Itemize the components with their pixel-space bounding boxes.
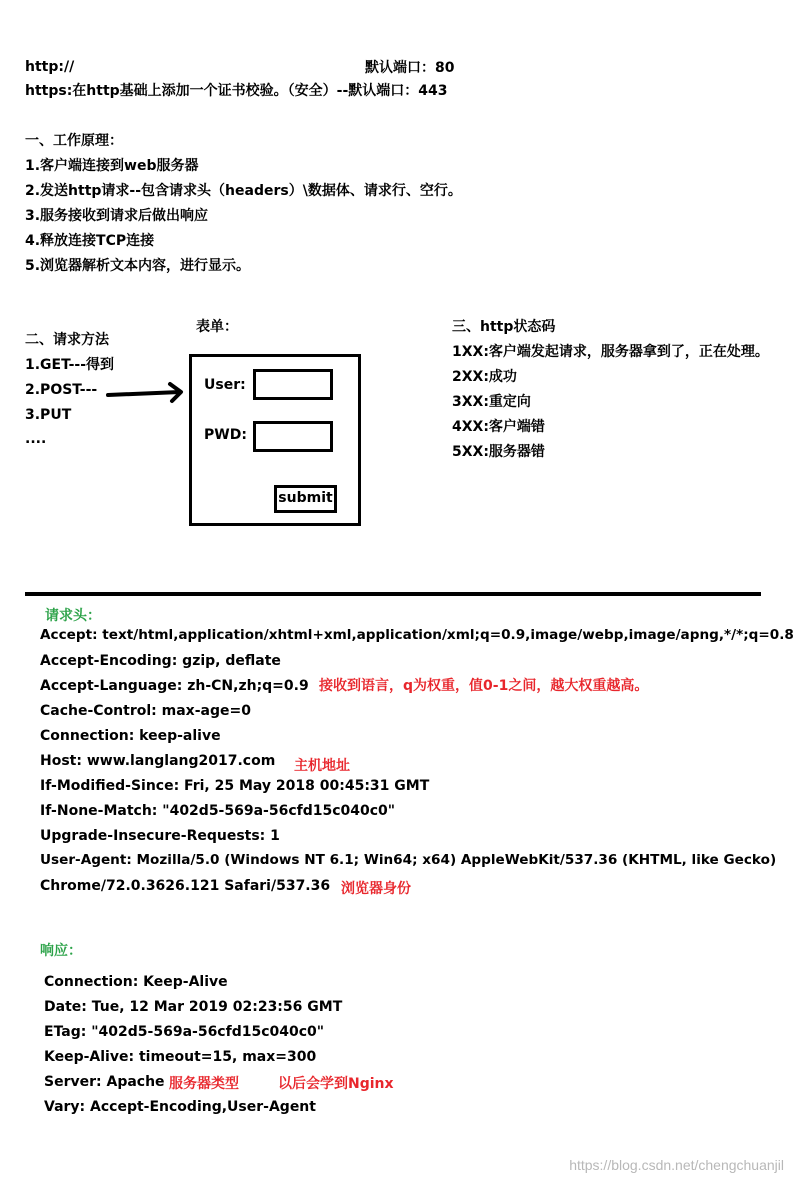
header-line: User-Agent: Mozilla/5.0 (Windows NT 6.1; Win64; x64) AppleWebKit/537.36 (KHTML, like Gecko)	[40, 852, 777, 868]
form-title: 表单：	[196, 319, 238, 335]
user-label: User:	[204, 377, 246, 393]
principle-item: 1.客户端连接到web服务器	[25, 158, 199, 174]
header-line: Host: www.langlang2017.com	[40, 753, 276, 769]
status-title: 三、http状态码	[452, 319, 556, 335]
response-title: 响应：	[40, 943, 82, 959]
note-server: 服务器类型	[169, 1076, 239, 1092]
note-language: 接收到语言，q为权重，值0-1之间，越大权重越高。	[319, 678, 649, 694]
header-line: Accept-Encoding: gzip, deflate	[40, 653, 281, 669]
method-item: 2.POST---	[25, 382, 98, 398]
response-line: Date: Tue, 12 Mar 2019 02:23:56 GMT	[44, 999, 343, 1015]
response-line: Connection: Keep-Alive	[44, 974, 228, 990]
http-label: http://	[25, 59, 75, 75]
note-host: 主机地址	[294, 758, 350, 774]
principle-item: 4.释放连接TCP连接	[25, 233, 155, 249]
method-item: 1.GET---得到	[25, 357, 115, 373]
note-browser: 浏览器身份	[341, 881, 411, 897]
watermark: https://blog.csdn.net/chengchuanjil	[569, 1157, 784, 1173]
response-line: Server: Apache	[44, 1074, 165, 1090]
method-item: ....	[25, 431, 47, 447]
principle-item: 5.浏览器解析文本内容，进行显示。	[25, 258, 251, 274]
response-line: Vary: Accept-Encoding,User-Agent	[44, 1099, 316, 1115]
principle-item: 2.发送http请求--包含请求头（headers）\数据体、请求行、空行。	[25, 183, 462, 199]
submit-button[interactable]: submit	[274, 485, 337, 513]
principle-item: 3.服务接收到请求后做出响应	[25, 208, 209, 224]
arrow-right-icon	[106, 381, 186, 407]
user-input[interactable]	[253, 369, 333, 400]
pwd-input[interactable]	[253, 421, 333, 452]
status-item: 2XX:成功	[452, 369, 517, 385]
note-nginx: 以后会学到Nginx	[278, 1076, 394, 1092]
status-item: 3XX:重定向	[452, 394, 531, 410]
method-item: 3.PUT	[25, 407, 72, 423]
principle-title: 一、工作原理：	[25, 133, 123, 149]
http-port: 默认端口：80	[365, 60, 455, 76]
header-line: Accept-Language: zh-CN,zh;q=0.9	[40, 678, 309, 694]
header-line: If-None-Match: "402d5-569a-56cfd15c040c0"	[40, 803, 396, 819]
status-item: 1XX:客户端发起请求，服务器拿到了，正在处理。	[452, 344, 769, 360]
pwd-label: PWD:	[204, 427, 247, 443]
header-line: Chrome/72.0.3626.121 Safari/537.36	[40, 878, 331, 894]
status-item: 5XX:服务器错	[452, 444, 545, 460]
response-line: Keep-Alive: timeout=15, max=300	[44, 1049, 317, 1065]
methods-title: 二、请求方法	[25, 332, 109, 348]
header-line: Cache-Control: max-age=0	[40, 703, 251, 719]
header-line: Accept: text/html,application/xhtml+xml,application/xml;q=0.9,image/webp,image/apng,*/*;q=0.8	[40, 627, 794, 643]
header-line: Connection: keep-alive	[40, 728, 221, 744]
request-headers-title: 请求头：	[45, 608, 101, 624]
response-line: ETag: "402d5-569a-56cfd15c040c0"	[44, 1024, 325, 1040]
status-item: 4XX:客户端错	[452, 419, 545, 435]
header-line: Upgrade-Insecure-Requests: 1	[40, 828, 280, 844]
divider	[25, 592, 761, 596]
header-line: If-Modified-Since: Fri, 25 May 2018 00:45:31 GMT	[40, 778, 430, 794]
https-line: https:在http基础上添加一个证书校验。（安全）--默认端口：443	[25, 83, 448, 99]
